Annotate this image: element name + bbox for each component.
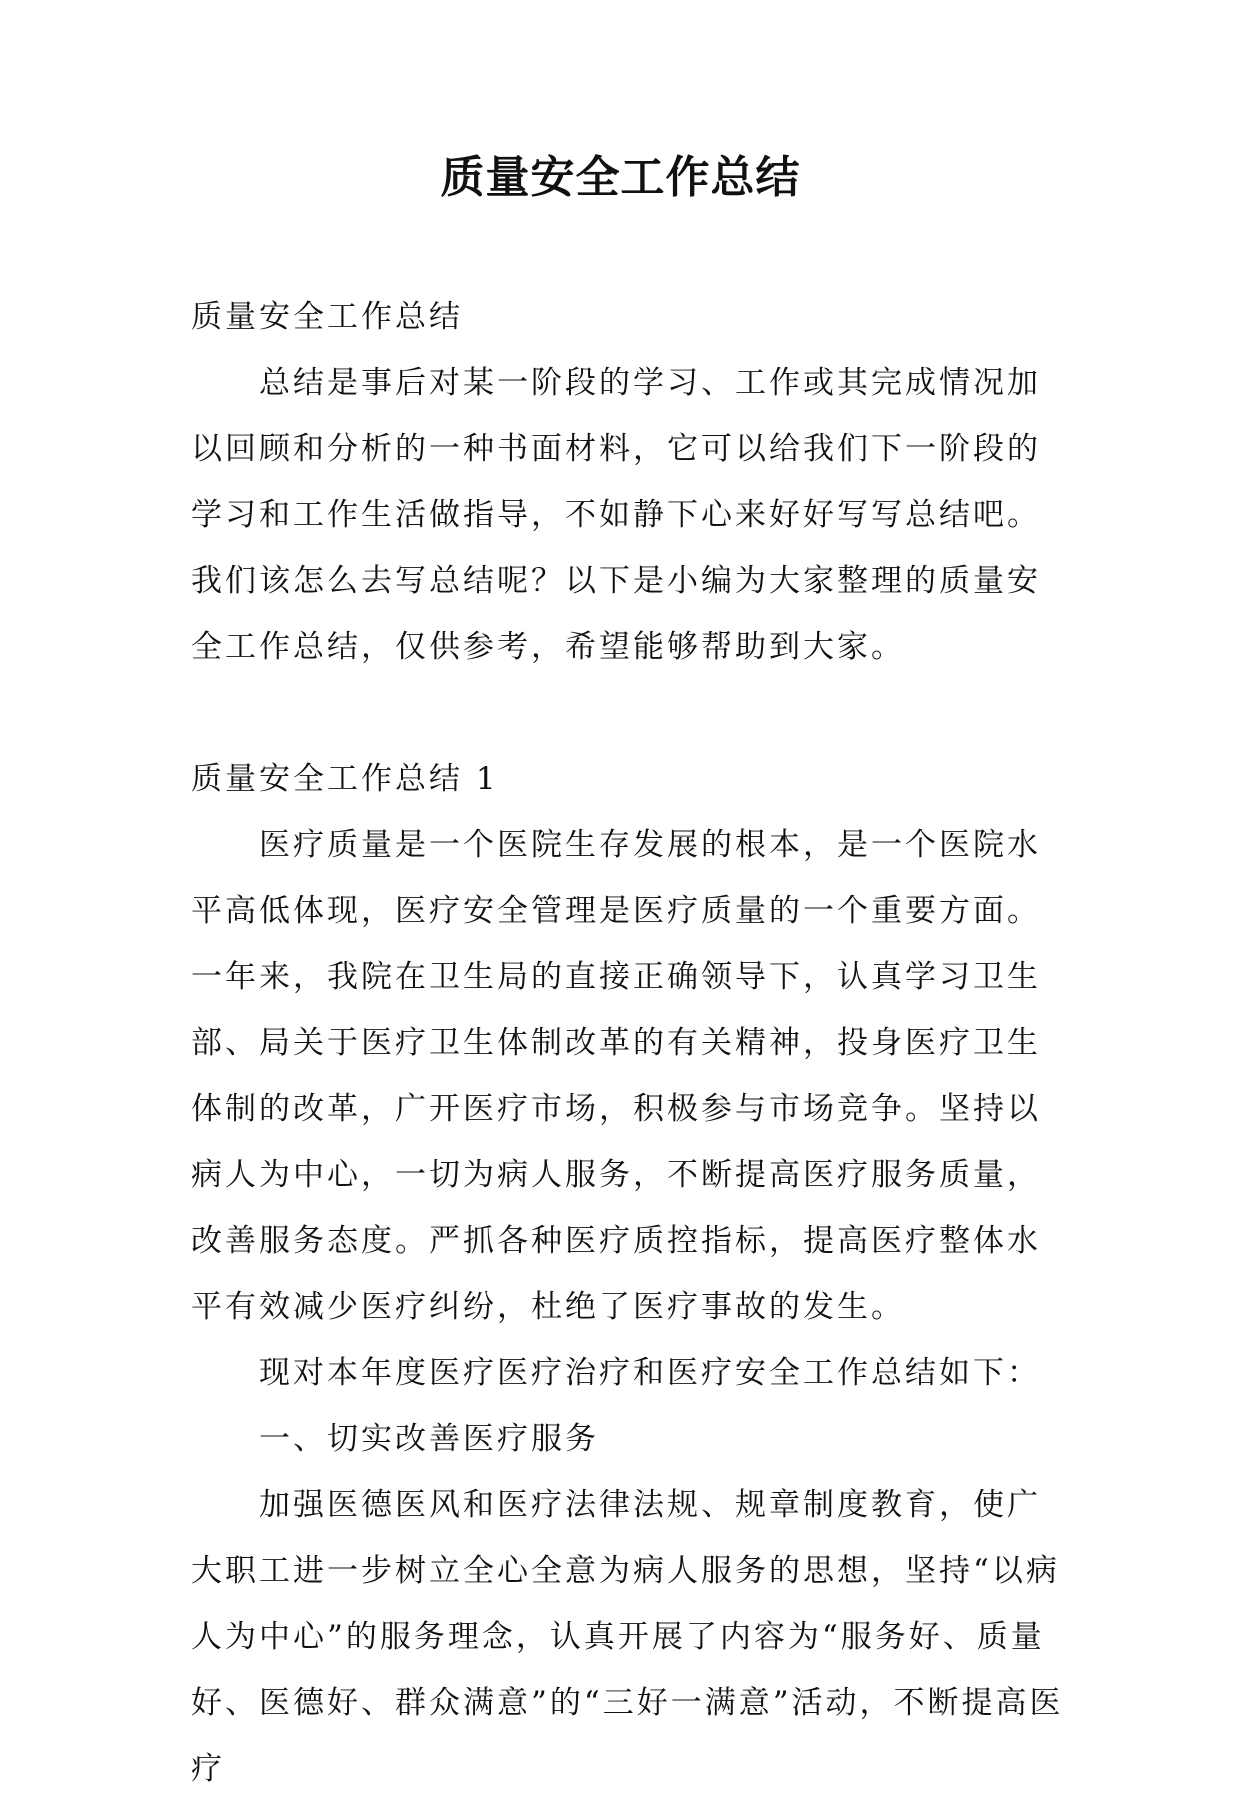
intro-heading: 质量安全工作总结 <box>191 299 463 335</box>
section-1-paragraph-3: 加强医德医风和医疗法律法规、规章制度教育，使广大职工进一步树立全心全意为病人服务的思想，坚持“以病人为中心”的服务理念，认真开展了内容为“服务好、质量好、医德好、群众满意”的“三好一满意”活动，不断提高医疗 <box>191 1487 1064 1787</box>
section-1-paragraph-2: 现对本年度医疗医疗治疗和医疗安全工作总结如下： <box>259 1355 1041 1391</box>
section-1-heading: 质量安全工作总结 1 <box>191 761 499 797</box>
document-body <box>191 284 1071 1802</box>
subheading-1: 一、切实改善医疗服务 <box>259 1421 599 1457</box>
section-spacer <box>191 680 1071 746</box>
intro-paragraph: 总结是事后对某一阶段的学习、工作或其完成情况加以回顾和分析的一种书面材料，它可以给我们下一阶段的学习和工作生活做指导，不如静下心来好好写写总结吧。我们该怎么去写总结呢？以下是小编为大家整理的质量安全工作总结，仅供参考，希望能够帮助到大家。 <box>191 365 1041 665</box>
document-title: 质量安全工作总结 <box>440 152 801 203</box>
section-1-paragraph-1: 医疗质量是一个医院生存发展的根本，是一个医院水平高低体现，医疗安全管理是医疗质量的一个重要方面。一年来，我院在卫生局的直接正确领导下，认真学习卫生部、局关于医疗卫生体制改革的有关精神，投身医疗卫生体制的改革，广开医疗市场，积极参与市场竞争。坚持以病人为中心，一切为病人服务，不断提高医疗服务质量，改善服务态度。严抓各种医疗质控指标，提高医疗整体水平有效减少医疗纠纷，杜绝了医疗事故的发生。 <box>191 827 1041 1325</box>
